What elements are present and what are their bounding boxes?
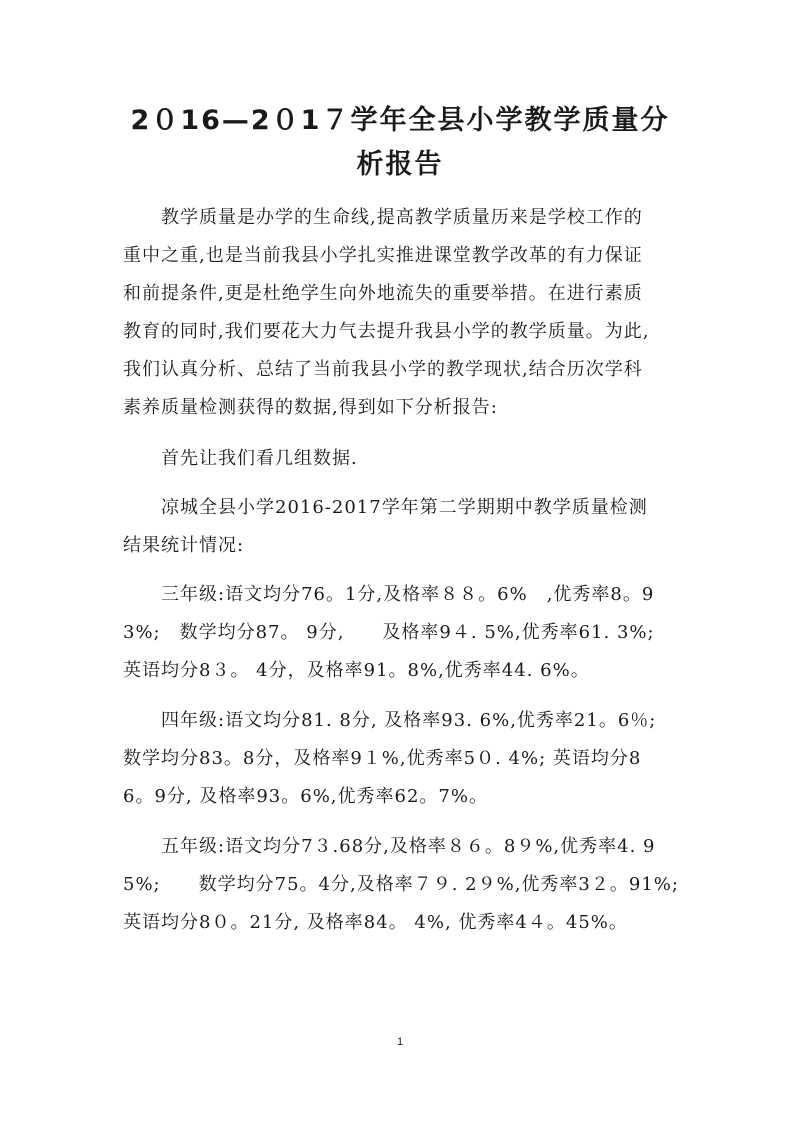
text-line: 四年级:语文均分81. 8分, 及格率93. 6%,优秀率21。6％; xyxy=(161,710,657,731)
text-line: 首先让我们看几组数据. xyxy=(161,448,358,469)
text-line: 教育的同时,我们要花大力气去提升我县小学的教学质量。为此, xyxy=(123,321,650,342)
survey-heading-paragraph xyxy=(123,489,683,565)
page-number: 1 xyxy=(396,1036,404,1048)
text-line: 英语均分8０。21分, 及格率84。 4%, 优秀率4４。45%。 xyxy=(123,912,628,933)
text-line: 三年级:语文均分76。1分,及格率８８。6% ,优秀率8。9 xyxy=(161,584,655,605)
text-line: 我们认真分析、总结了当前我县小学的教学现状,结合历次学科 xyxy=(123,359,643,380)
text-line: 教学质量是办学的生命线,提高教学质量历来是学校工作的 xyxy=(161,207,643,228)
grade-4-results xyxy=(123,702,683,816)
intro-paragraph xyxy=(123,199,683,427)
text-line: 英语均分8３。 4分，及格率91。8%,优秀率44. 6%。 xyxy=(123,660,590,681)
grade-3-results xyxy=(123,576,683,690)
text-line: 五年级:语文均分7３.68分,及格率８６。8９%,优秀率4. 9 xyxy=(161,836,656,857)
text-line: 5%; 数学均分75。4分,及格率７９. 2９%,优秀率3２。91%; xyxy=(123,874,679,895)
data-lead-paragraph xyxy=(123,440,683,478)
text-line: 素养质量检测获得的数据,得到如下分析报告: xyxy=(123,397,498,418)
text-line: 6。9分, 及格率93。6%,优秀率62。7%。 xyxy=(123,786,488,807)
text-line: 凉城全县小学2016-2017学年第二学期期中教学质量检测 xyxy=(161,497,648,518)
text-line: 和前提条件,更是杜绝学生向外地流失的重要举措。在进行素质 xyxy=(123,283,643,304)
text-line: 重中之重,也是当前我县小学扎实推进课堂教学改革的有力保证 xyxy=(123,245,643,266)
document-title-line-2: 析报告 xyxy=(356,149,444,180)
grade-5-results xyxy=(123,828,683,942)
document-title-line-1: 2０16—2０1７学年全县小学教学质量分 xyxy=(130,105,670,136)
text-line: 结果统计情况: xyxy=(123,535,245,556)
text-line: 3%; 数学均分87。 9分, 及格率9４. 5%,优秀率61. 3%; xyxy=(123,622,655,643)
text-line: 数学均分83。8分，及格率9１%,优秀率5０. 4%; 英语均分8 xyxy=(123,748,642,769)
